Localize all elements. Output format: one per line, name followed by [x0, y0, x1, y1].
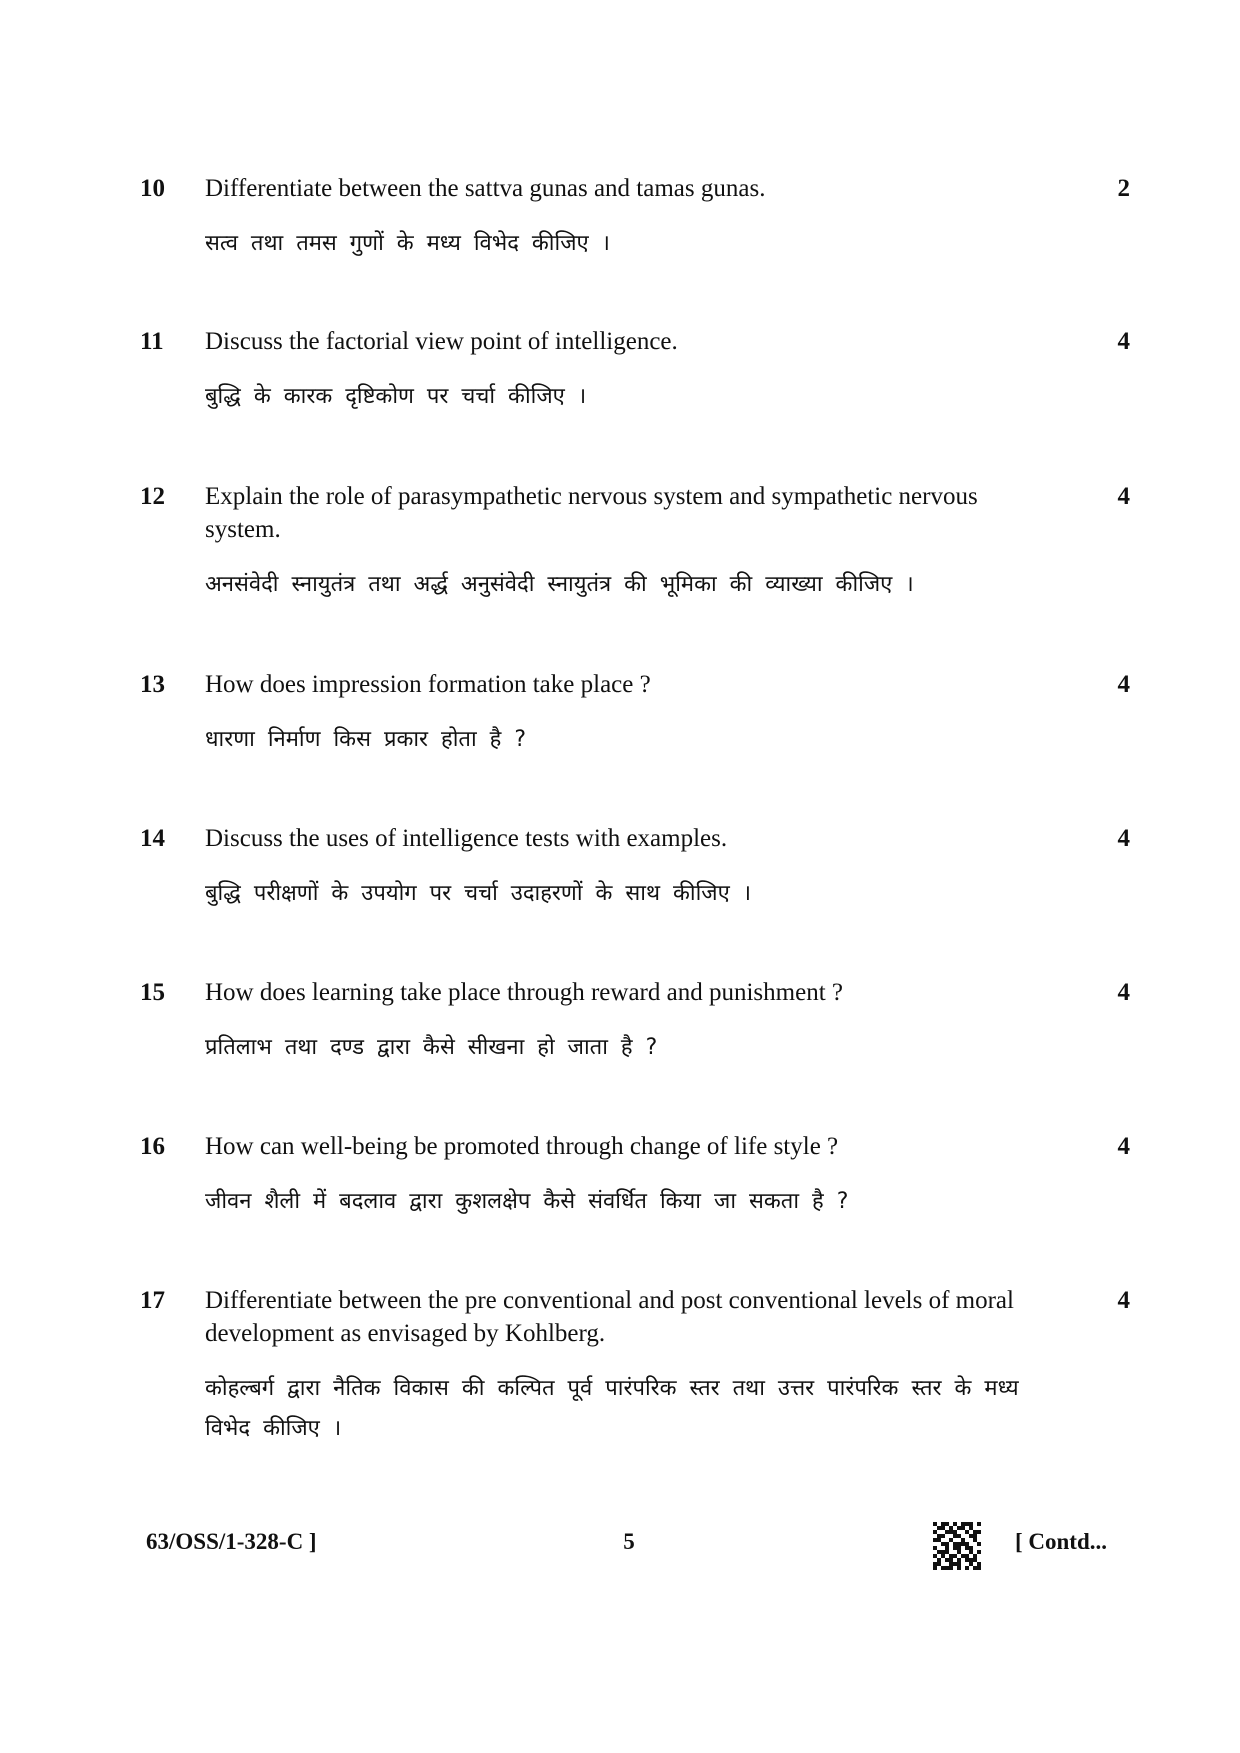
question-marks: 4 [1117, 671, 1130, 698]
question-text-english: How does impression formation take place ? [205, 671, 651, 698]
question-number: 14 [140, 825, 165, 852]
question-text-hindi: जीवन शैली में बदलाव द्वारा कुशलक्षेप कैसे संवर्धित किया जा सकता है ? [205, 1189, 849, 1214]
question-marks: 4 [1117, 1287, 1130, 1314]
question-text-english: Discuss the factorial view point of intelligence. [205, 328, 678, 355]
question-text-hindi: धारणा निर्माण किस प्रकार होता है ? [205, 727, 527, 752]
question-number: 13 [140, 671, 165, 698]
question-text-english: How can well-being be promoted through change of life style ? [205, 1133, 839, 1160]
question-number: 11 [140, 328, 164, 355]
question-text-hindi: बुद्धि परीक्षणों के उपयोग पर चर्चा उदाहरणों के साथ कीजिए । [205, 881, 752, 906]
question-text-english: Explain the role of parasympathetic nervous system and sympathetic nervous system. [205, 483, 978, 543]
question-text-hindi: सत्व तथा तमस गुणों के मध्य विभेद कीजिए । [205, 231, 611, 256]
question-text-english: Differentiate between the pre conventional and post conventional levels of moral development as envisaged by Kohlberg. [205, 1287, 1014, 1347]
question-marks: 4 [1117, 825, 1130, 852]
question-text-hindi: बुद्धि के कारक दृष्टिकोण पर चर्चा कीजिए । [205, 384, 587, 409]
question-text-english: Differentiate between the sattva gunas and tamas gunas. [205, 175, 766, 202]
page-footer [0, 1522, 1240, 1572]
question-number: 17 [140, 1287, 165, 1314]
question-marks: 4 [1117, 328, 1130, 355]
question-marks: 4 [1117, 979, 1130, 1006]
question-number: 15 [140, 979, 165, 1006]
question-marks: 4 [1117, 483, 1130, 510]
question-text-hindi: कोहल्बर्ग द्वारा नैतिक विकास की कल्पित पूर्व पारंपरिक स्तर तथा उत्तर पारंपरिक स्तर के मध्य विभेद कीजिए । [205, 1376, 1019, 1441]
question-text-hindi: अनसंवेदी स्नायुतंत्र तथा अर्द्ध अनुसंवेदी स्नायुतंत्र की भूमिका की व्याख्या कीजिए । [205, 572, 914, 597]
question-number: 12 [140, 483, 165, 510]
continued-label: [ Contd... [1015, 1529, 1108, 1554]
question-text-hindi: प्रतिलाभ तथा दण्ड द्वारा कैसे सीखना हो जाता है ? [205, 1035, 658, 1060]
qr-code-icon [933, 1522, 981, 1570]
question-marks: 4 [1117, 1133, 1130, 1160]
question-number: 10 [140, 175, 165, 202]
page-number: 5 [623, 1529, 635, 1554]
paper-code: 63/OSS/1-328-C ] [146, 1529, 317, 1554]
question-marks: 2 [1117, 175, 1130, 202]
question-text-english: How does learning take place through reward and punishment ? [205, 979, 843, 1006]
question-number: 16 [140, 1133, 165, 1160]
question-text-english: Discuss the uses of intelligence tests with examples. [205, 825, 728, 852]
